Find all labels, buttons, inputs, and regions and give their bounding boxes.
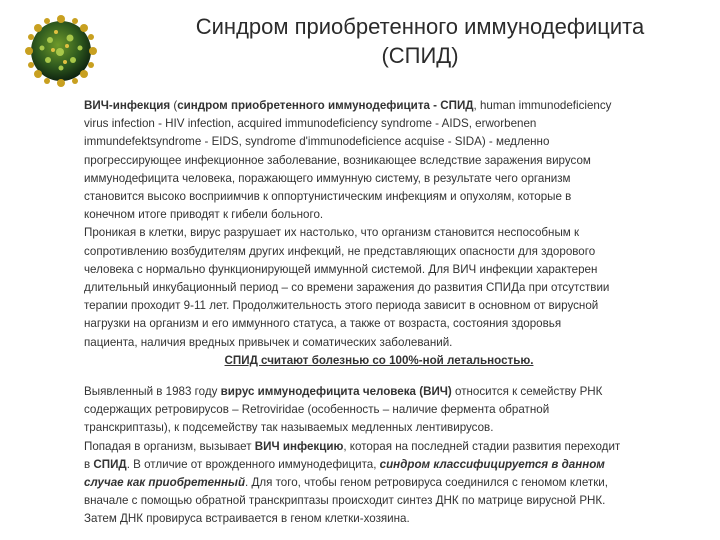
title-line-1: Синдром приобретенного иммунодефицита	[195, 14, 645, 39]
body-text	[84, 97, 674, 529]
text-line: сопротивлению возбудителям других инфекций, не представляющих опасности для здорового	[84, 244, 596, 258]
text-line: Затем ДНК провируса встраивается в геном клетки-хозяина.	[84, 512, 410, 526]
paragraph-infection	[84, 438, 674, 529]
text-line: ВИЧ-инфекция (синдром приобретенного иммунодефицита - СПИД, human immunodeficiency	[84, 99, 612, 112]
text-line: иммунодефицита человека, поражающего иммунную систему, в результате чего организм	[84, 171, 571, 185]
paragraph-virus	[84, 383, 674, 438]
text-line: вначале с помощью обратной транскриптазы происходит синтез ДНК по матрице вирусной РНК.	[84, 494, 606, 508]
text-line: immundefektsyndrome - EIDS, syndrome d'immunodeficience acquise - SIDA) - медленно	[84, 135, 550, 149]
text-line: конечном итоге приводят к гибели больного.	[84, 208, 324, 222]
text-line: в СПИД. В отличие от врожденного иммунодефицита, синдром классифицируется в данном	[84, 457, 605, 471]
text-line: длительный инкубационный период – со времени заражения до развития СПИДа при отсутствии	[84, 281, 610, 295]
text-line: человека с нормально функционирующей иммунной системой. Для ВИЧ инфекции характерен	[84, 262, 598, 276]
text-line: Выявленный в 1983 году вирус иммунодефицита человека (ВИЧ) относится к семейству РНК	[84, 385, 603, 399]
text-line: терапии проходит 9-11 лет. Продолжительность этого периода зависит в основном от вирусной	[84, 299, 599, 313]
paragraph-definition	[84, 97, 674, 224]
text-line: становится высоко восприимчив к оппортунистическим инфекциям и опухолям, которые в	[84, 190, 572, 204]
virus-image	[20, 10, 102, 92]
emphasis-statement: СПИД считают болезнью со 100%-ной летальностью.	[224, 353, 534, 367]
paragraph-pathogenesis	[84, 224, 674, 351]
text-line: Проникая в клетки, вирус разрушает их настолько, что организм становится неспособным к	[84, 226, 580, 240]
text-line: содержащих ретровирусов – Retroviridae (особенность – наличие фермента обратной	[84, 403, 550, 417]
text-line: прогрессирующее инфекционное заболевание, возникающее вследствие заражения вирусом	[84, 153, 591, 167]
text-line: случае как приобретенный. Для того, чтобы геном ретровируса соединился с геномом клетки,	[84, 476, 608, 490]
title-line-2: (СПИД)	[381, 43, 459, 68]
text-line: virus infection - HIV infection, acquired immunodeficiency syndrome - AIDS, erworbenen	[84, 117, 537, 131]
text-line: пациента, наличия вредных привычек и соматических заболеваний.	[84, 335, 453, 349]
text-line: нагрузки на организм и его иммунного статуса, а также от возраста, состояния здоровья	[84, 317, 562, 331]
page-title	[140, 12, 700, 70]
text-line: Попадая в организм, вызывает ВИЧ инфекцию, которая на последней стадии развития переходит	[84, 439, 621, 453]
text-line: транскриптазы), к подсемейству так называемых медленных лентивирусов.	[84, 421, 494, 435]
